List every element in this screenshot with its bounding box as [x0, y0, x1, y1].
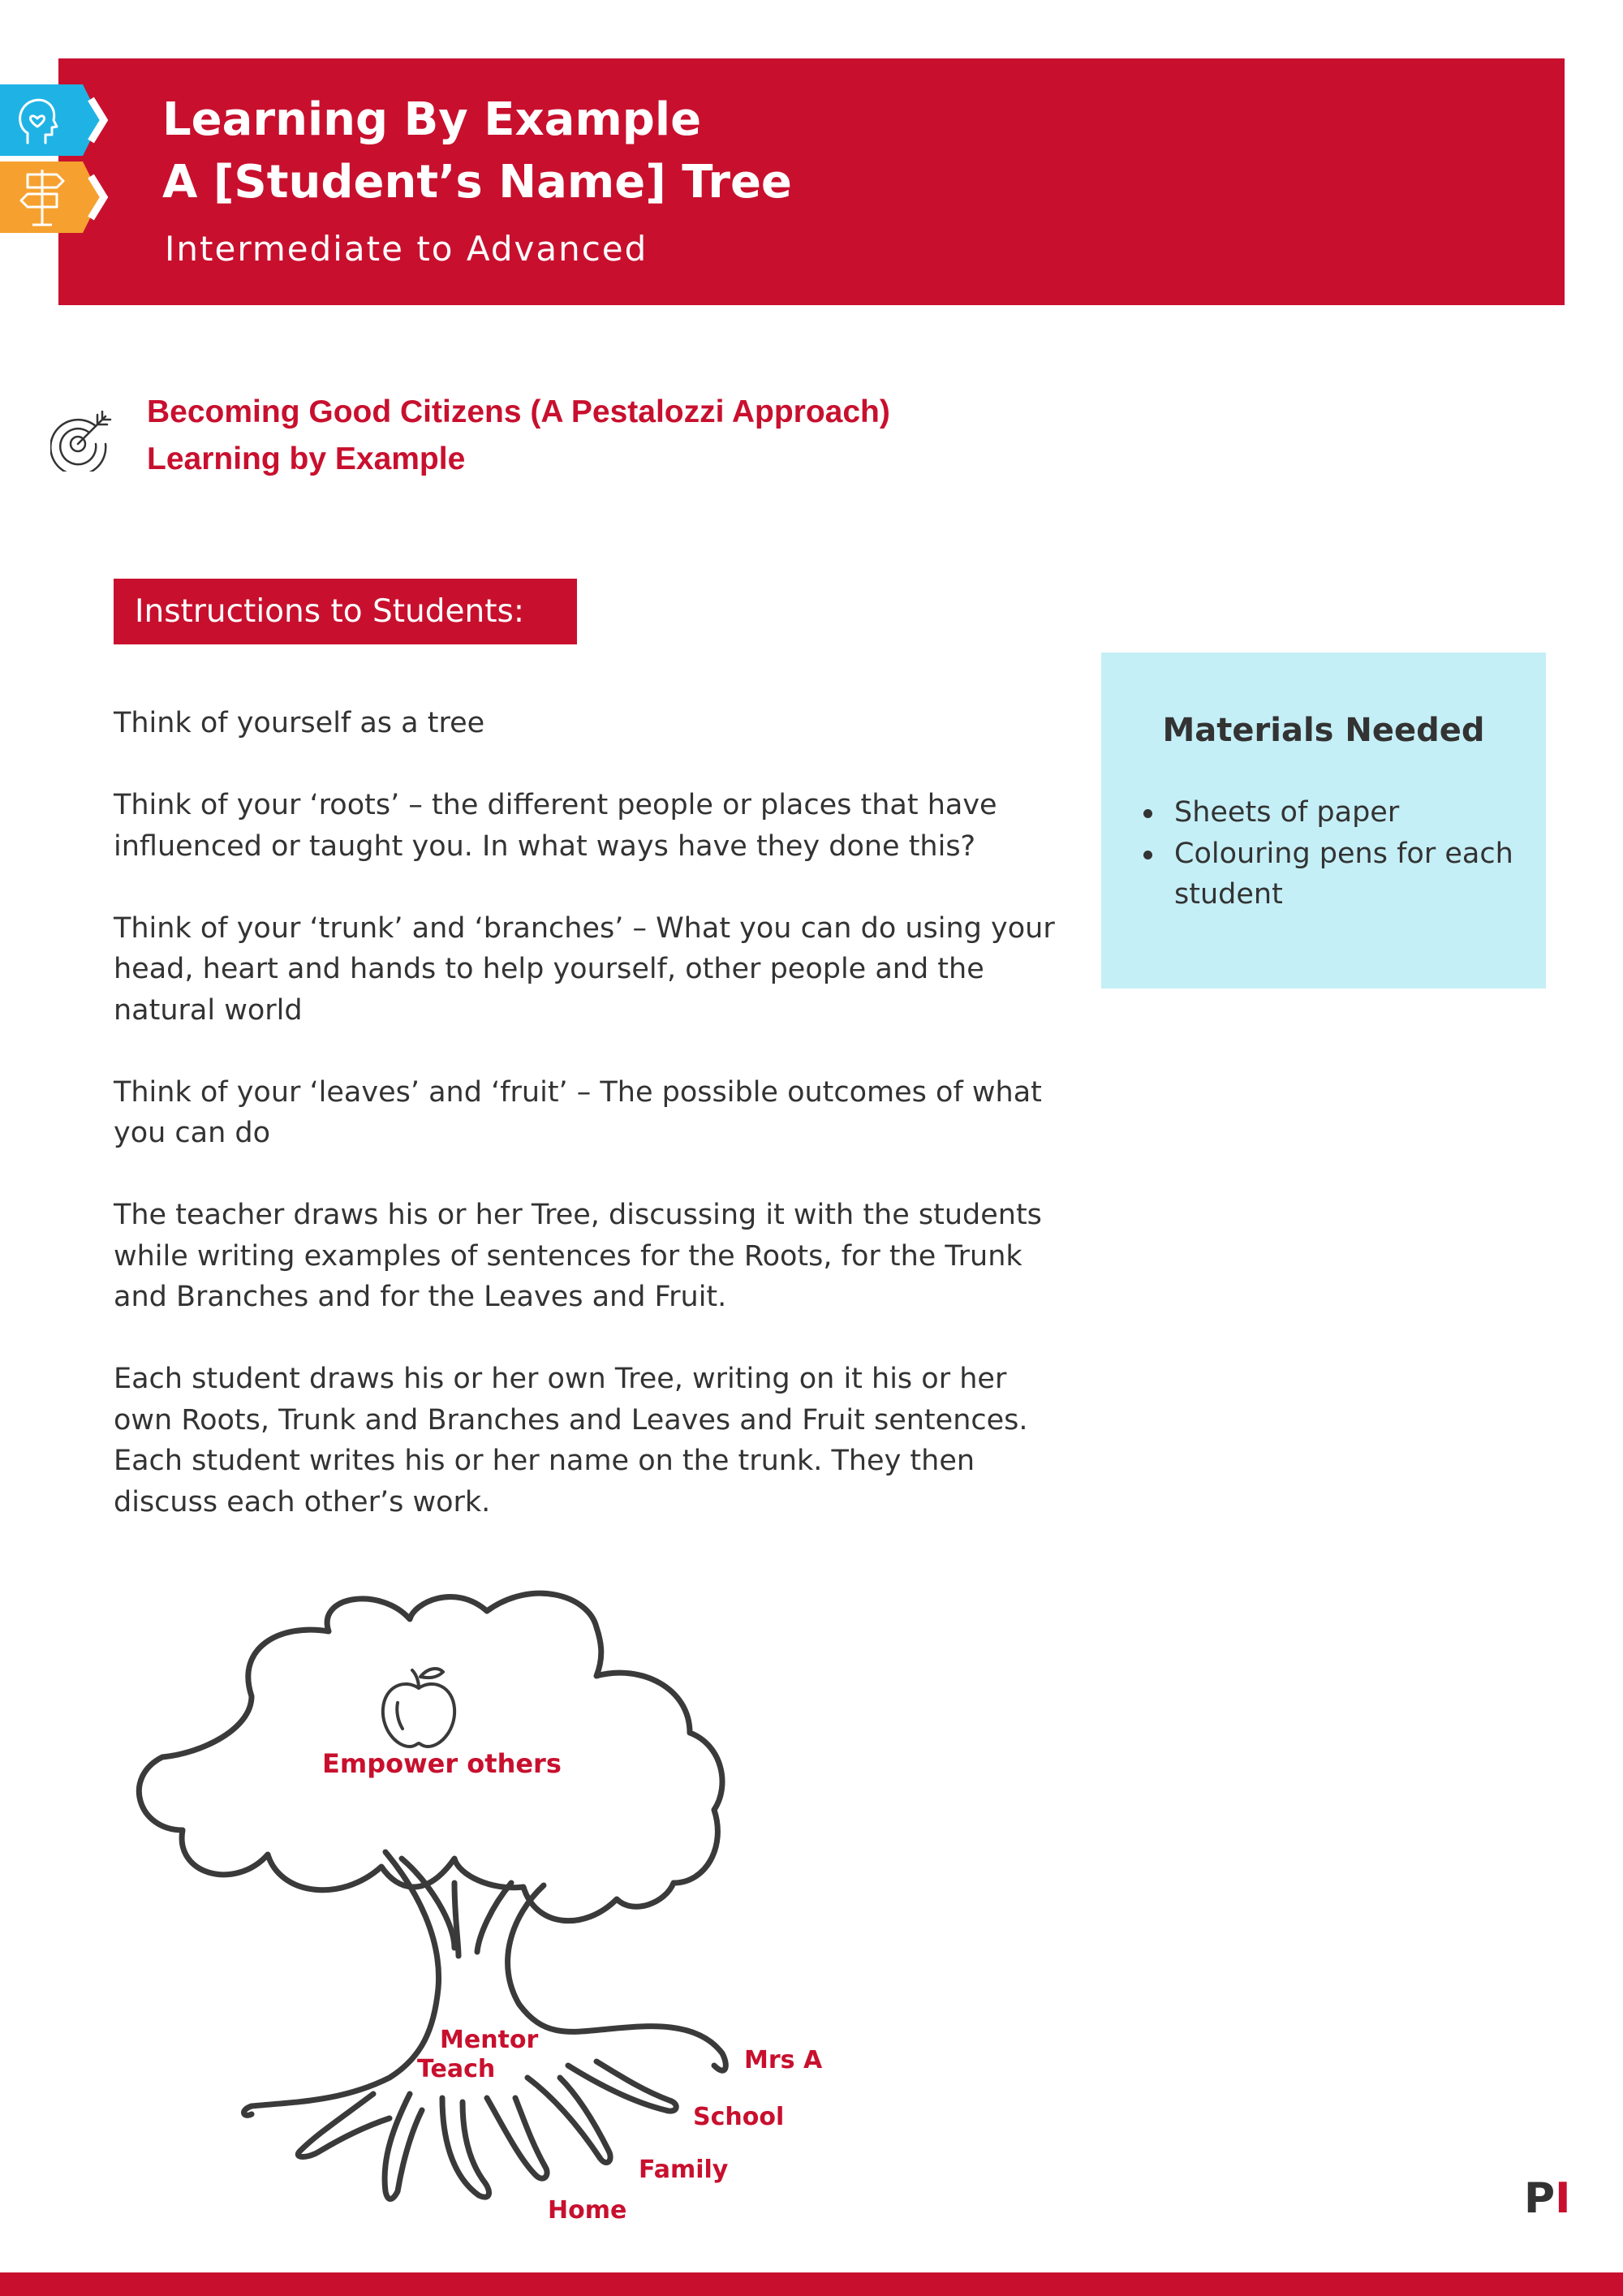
materials-title: Materials Needed [1162, 712, 1485, 749]
instructions-body [114, 703, 1071, 1564]
tab-head-heart [0, 84, 120, 156]
publisher-logo [1524, 2174, 1571, 2223]
instruction-paragraph: The teacher draws his or her Tree, discussing it with the students while writing examples of sentences for the Roots, for the Trunk and Branches and for the Leaves and Fruit. [114, 1199, 1042, 1313]
page-subtitle-name: A [Student’s Name] Tree [162, 156, 792, 209]
trunk-label-mentor: Mentor [440, 2026, 539, 2054]
tree-trunk-left [244, 1852, 439, 2115]
apple-icon [383, 1669, 454, 1747]
page-title: Learning By Example [162, 93, 702, 146]
materials-item: Colouring pens for each student [1174, 834, 1523, 915]
instruction-paragraph: Think of yourself as a tree [114, 707, 485, 739]
logo-letter: P [1524, 2174, 1556, 2223]
tree-branch-inner [477, 1883, 511, 1952]
canopy-label: Empower others [322, 1748, 562, 1779]
instruction-paragraph: Think of your ‘leaves’ and ‘fruit’ – The possible outcomes of what you can do [114, 1075, 1042, 1149]
materials-list [1173, 792, 1523, 915]
tree-root [298, 2094, 390, 2157]
trunk-label-teach: Teach [417, 2055, 496, 2083]
tree-root [527, 2078, 610, 2163]
tree-root [442, 2098, 489, 2197]
root-label-school: School [693, 2103, 785, 2131]
root-label-family: Family [639, 2156, 729, 2184]
instruction-paragraph: Think of your ‘trunk’ and ‘branches’ – What you can do using your head, heart and hands to help yourself, other people and the natural world [114, 911, 1055, 1027]
level-label: Intermediate to Advanced [165, 229, 648, 269]
objective-title: Becoming Good Citizens (A Pestalozzi Approach) [147, 394, 890, 429]
materials-item: Sheets of paper [1174, 792, 1523, 834]
tree-root [487, 2098, 547, 2178]
footer-bar [0, 2272, 1623, 2296]
tab-signpost [0, 162, 120, 233]
tree-illustration [0, 1583, 893, 2248]
instructions-heading: Instructions to Students: [114, 579, 577, 644]
target-arrow-icon [50, 408, 114, 472]
objective-subtitle: Learning by Example [147, 442, 466, 476]
logo-letter-accent: I [1555, 2174, 1571, 2223]
materials-panel [1101, 653, 1546, 989]
root-label-home: Home [548, 2196, 627, 2225]
instruction-paragraph: Each student draws his or her own Tree, writing on it his or her own Roots, Trunk and Branches and Leaves and Fruit sentences. Each student writes his or her name on the trunk. They then discuss each other’s work. [114, 1363, 1028, 1518]
instruction-paragraph: Think of your ‘roots’ – the different people or places that have influenced or taught you. In what ways have they done this? [114, 789, 997, 863]
tree-root [385, 2094, 422, 2199]
root-label-mrs-a: Mrs A [744, 2046, 823, 2074]
